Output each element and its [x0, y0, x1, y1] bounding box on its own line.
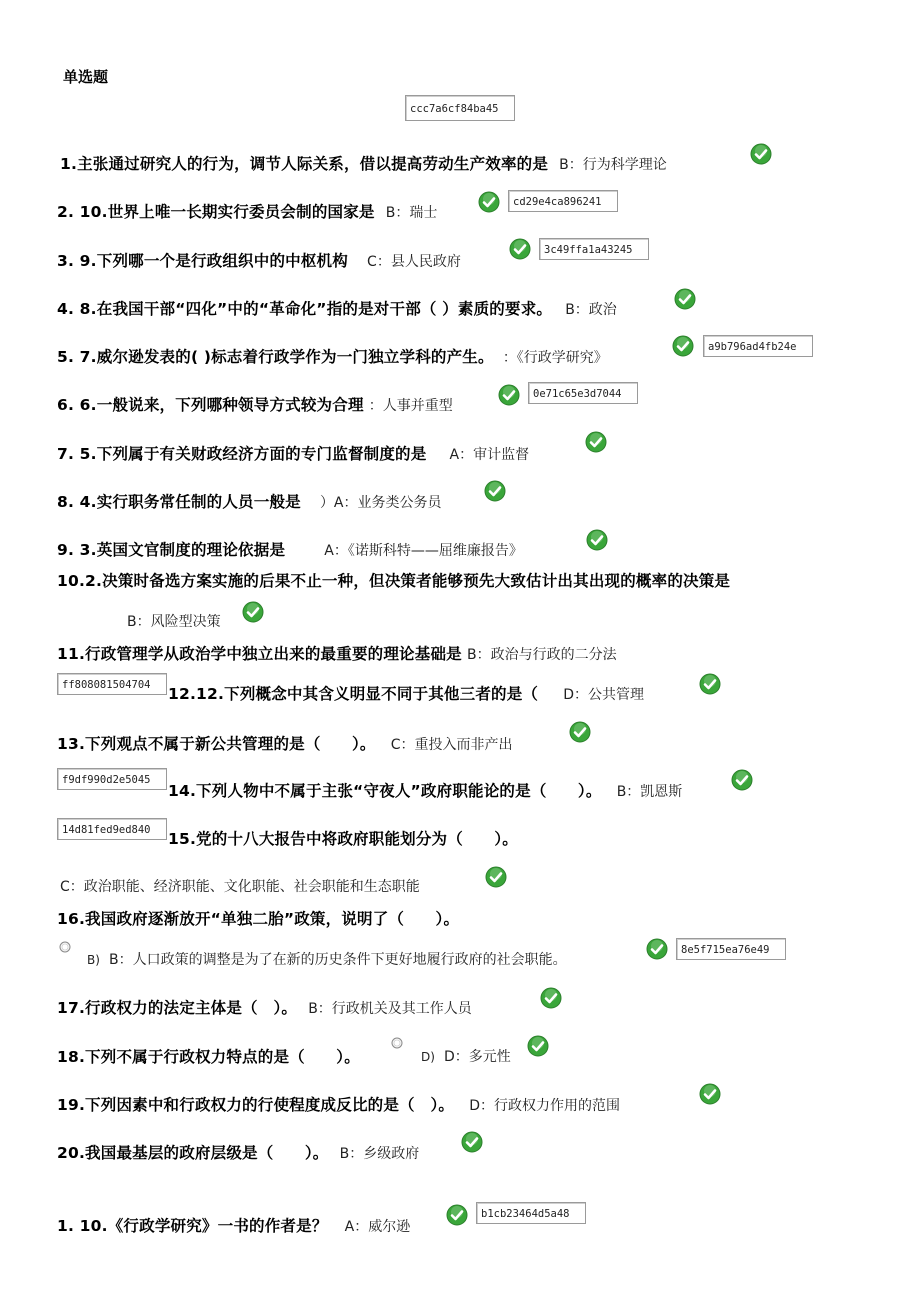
check-icon — [646, 938, 668, 960]
question-text: 14.下列人物中不属于主张“守夜人”政府职能论的是（ ）。 — [168, 782, 602, 800]
question-text: 4. 8.在我国干部“四化”中的“革命化”指的是对干部（ ）素质的要求。 — [57, 300, 553, 318]
question-7 — [57, 442, 529, 464]
answer-text: B：政治与行政的二分法 — [466, 647, 617, 663]
question-text: 13.下列观点不属于新公共管理的是（ ）。 — [57, 735, 376, 753]
question-5 — [57, 345, 608, 367]
answer-text: B：瑞士 — [385, 205, 438, 221]
answer-text: C：政治职能、经济职能、文化职能、社会职能和生态职能 — [60, 879, 420, 895]
check-icon — [731, 769, 753, 791]
check-icon — [446, 1204, 468, 1226]
question-2 — [57, 200, 437, 222]
check-icon — [484, 480, 506, 502]
question-text: 1.主张通过研究人的行为，调节人际关系，借以提高劳动生产效率的是 — [60, 155, 549, 173]
question-19 — [57, 1093, 620, 1115]
answer-text: B：风险型决策 — [127, 614, 221, 630]
question-14 — [168, 779, 682, 801]
question-text: 1. 10.《行政学研究》一书的作者是？ — [57, 1217, 328, 1235]
question-text: 5. 7.威尔逊发表的( )标志着行政学作为一门独立学科的产生。 — [57, 348, 494, 366]
code-box[interactable]: ff808081504704 — [57, 673, 167, 695]
check-icon — [478, 191, 500, 213]
question-4 — [57, 297, 617, 319]
question-text: 6. 6.一般说来，下列哪种领导方式较为合理 — [57, 396, 364, 414]
answer-text: B：政治 — [565, 302, 617, 318]
code-box[interactable]: ccc7a6cf84ba45 — [405, 95, 515, 121]
question-9 — [57, 538, 523, 560]
question-text: 11.行政管理学从政治学中独立出来的最重要的理论基础是 — [57, 645, 462, 663]
question-1 — [60, 152, 667, 174]
answer-text: D：多元性 — [444, 1049, 511, 1065]
answer-18 — [421, 1046, 511, 1066]
option-label: D) — [421, 1050, 435, 1064]
question-21 — [57, 1214, 410, 1236]
question-11 — [57, 642, 617, 664]
answer-text: C：重投入而非产出 — [390, 737, 513, 753]
question-8 — [57, 490, 442, 512]
question-text: 15.党的十八大报告中将政府职能划分为（ ）。 — [168, 830, 519, 848]
check-icon — [674, 288, 696, 310]
question-text: 17.行政权力的法定主体是（ ）。 — [57, 999, 298, 1017]
question-6 — [57, 393, 453, 415]
answer-text: B：乡级政府 — [339, 1146, 420, 1162]
check-icon — [509, 238, 531, 260]
question-text: 7. 5.下列属于有关财政经济方面的专门监督制度的是 — [57, 445, 427, 463]
answer-text: A：威尔逊 — [344, 1219, 411, 1235]
check-icon — [461, 1131, 483, 1153]
question-text: 8. 4.实行职务常任制的人员一般是 — [57, 493, 301, 511]
answer-text: B：行政机关及其工作人员 — [308, 1001, 472, 1017]
question-3 — [57, 249, 461, 271]
code-box[interactable]: a9b796ad4fb24e — [703, 335, 813, 357]
question-text: 12.12.下列概念中其含义明显不同于其他三者的是（ — [168, 685, 539, 703]
answer-text: ：人事并重型 — [368, 398, 453, 414]
check-icon — [585, 431, 607, 453]
question-13 — [57, 732, 512, 754]
answer-text: B：凯恩斯 — [616, 784, 683, 800]
code-box[interactable]: b1cb23464d5a48 — [476, 1202, 586, 1224]
check-icon — [586, 529, 608, 551]
question-text: 20.我国最基层的政府层级是（ ）。 — [57, 1144, 329, 1162]
code-box[interactable]: 0e71c65e3d7044 — [528, 382, 638, 404]
code-box[interactable]: 3c49ffa1a43245 — [539, 238, 649, 260]
code-box[interactable]: 14d81fed9ed840 — [57, 818, 167, 840]
question-text: 19.下列因素中和行政权力的行使程度成反比的是（ ）。 — [57, 1096, 455, 1114]
answer-16 — [87, 949, 567, 969]
answer-text: ：《行政学研究》 — [502, 350, 608, 366]
answer-text: A：审计监督 — [449, 447, 530, 463]
check-icon — [540, 987, 562, 1009]
code-box[interactable]: 8e5f715ea76e49 — [676, 938, 786, 960]
section-heading: 单选题 — [63, 68, 109, 86]
check-icon — [750, 143, 772, 165]
question-text: 18.下列不属于行政权力特点的是（ ）。 — [57, 1048, 360, 1066]
question-20 — [57, 1141, 419, 1163]
question-text: 10.2.决策时备选方案实施的后果不止一种，但决策者能够预先大致估计出其出现的概率的决策是 — [57, 572, 731, 590]
check-icon — [498, 384, 520, 406]
code-box[interactable]: cd29e4ca896241 — [508, 190, 618, 212]
question-17 — [57, 996, 472, 1018]
answer-text: A：《诺斯科特——屈维廉报告》 — [324, 543, 523, 559]
answer-text: B：人口政策的调整是为了在新的历史条件下更好地履行政府的社会职能。 — [109, 952, 567, 968]
check-icon — [527, 1035, 549, 1057]
answer-text: D：公共管理 — [563, 687, 644, 703]
check-icon — [485, 866, 507, 888]
answer-text: C：县人民政府 — [367, 254, 461, 270]
option-label: B) — [87, 953, 100, 967]
radio-button[interactable] — [59, 941, 71, 953]
question-text: 3. 9.下列哪一个是行政组织中的中枢机构 — [57, 252, 348, 270]
answer-text: D：行政权力作用的范围 — [469, 1098, 620, 1114]
question-text: 2. 10.世界上唯一长期实行委员会制的国家是 — [57, 203, 375, 221]
question-text: 16.我国政府逐渐放开“单独二胎”政策，说明了（ ）。 — [57, 910, 460, 928]
answer-text: ）A：业务类公务员 — [319, 495, 442, 511]
check-icon — [672, 335, 694, 357]
code-box[interactable]: f9df990d2e5045 — [57, 768, 167, 790]
check-icon — [699, 673, 721, 695]
check-icon — [699, 1083, 721, 1105]
question-12 — [168, 682, 644, 704]
check-icon — [242, 601, 264, 623]
check-icon — [569, 721, 591, 743]
answer-text: B：行为科学理论 — [559, 157, 667, 173]
radio-button[interactable] — [391, 1037, 403, 1049]
question-text: 9. 3.英国文官制度的理论依据是 — [57, 541, 286, 559]
